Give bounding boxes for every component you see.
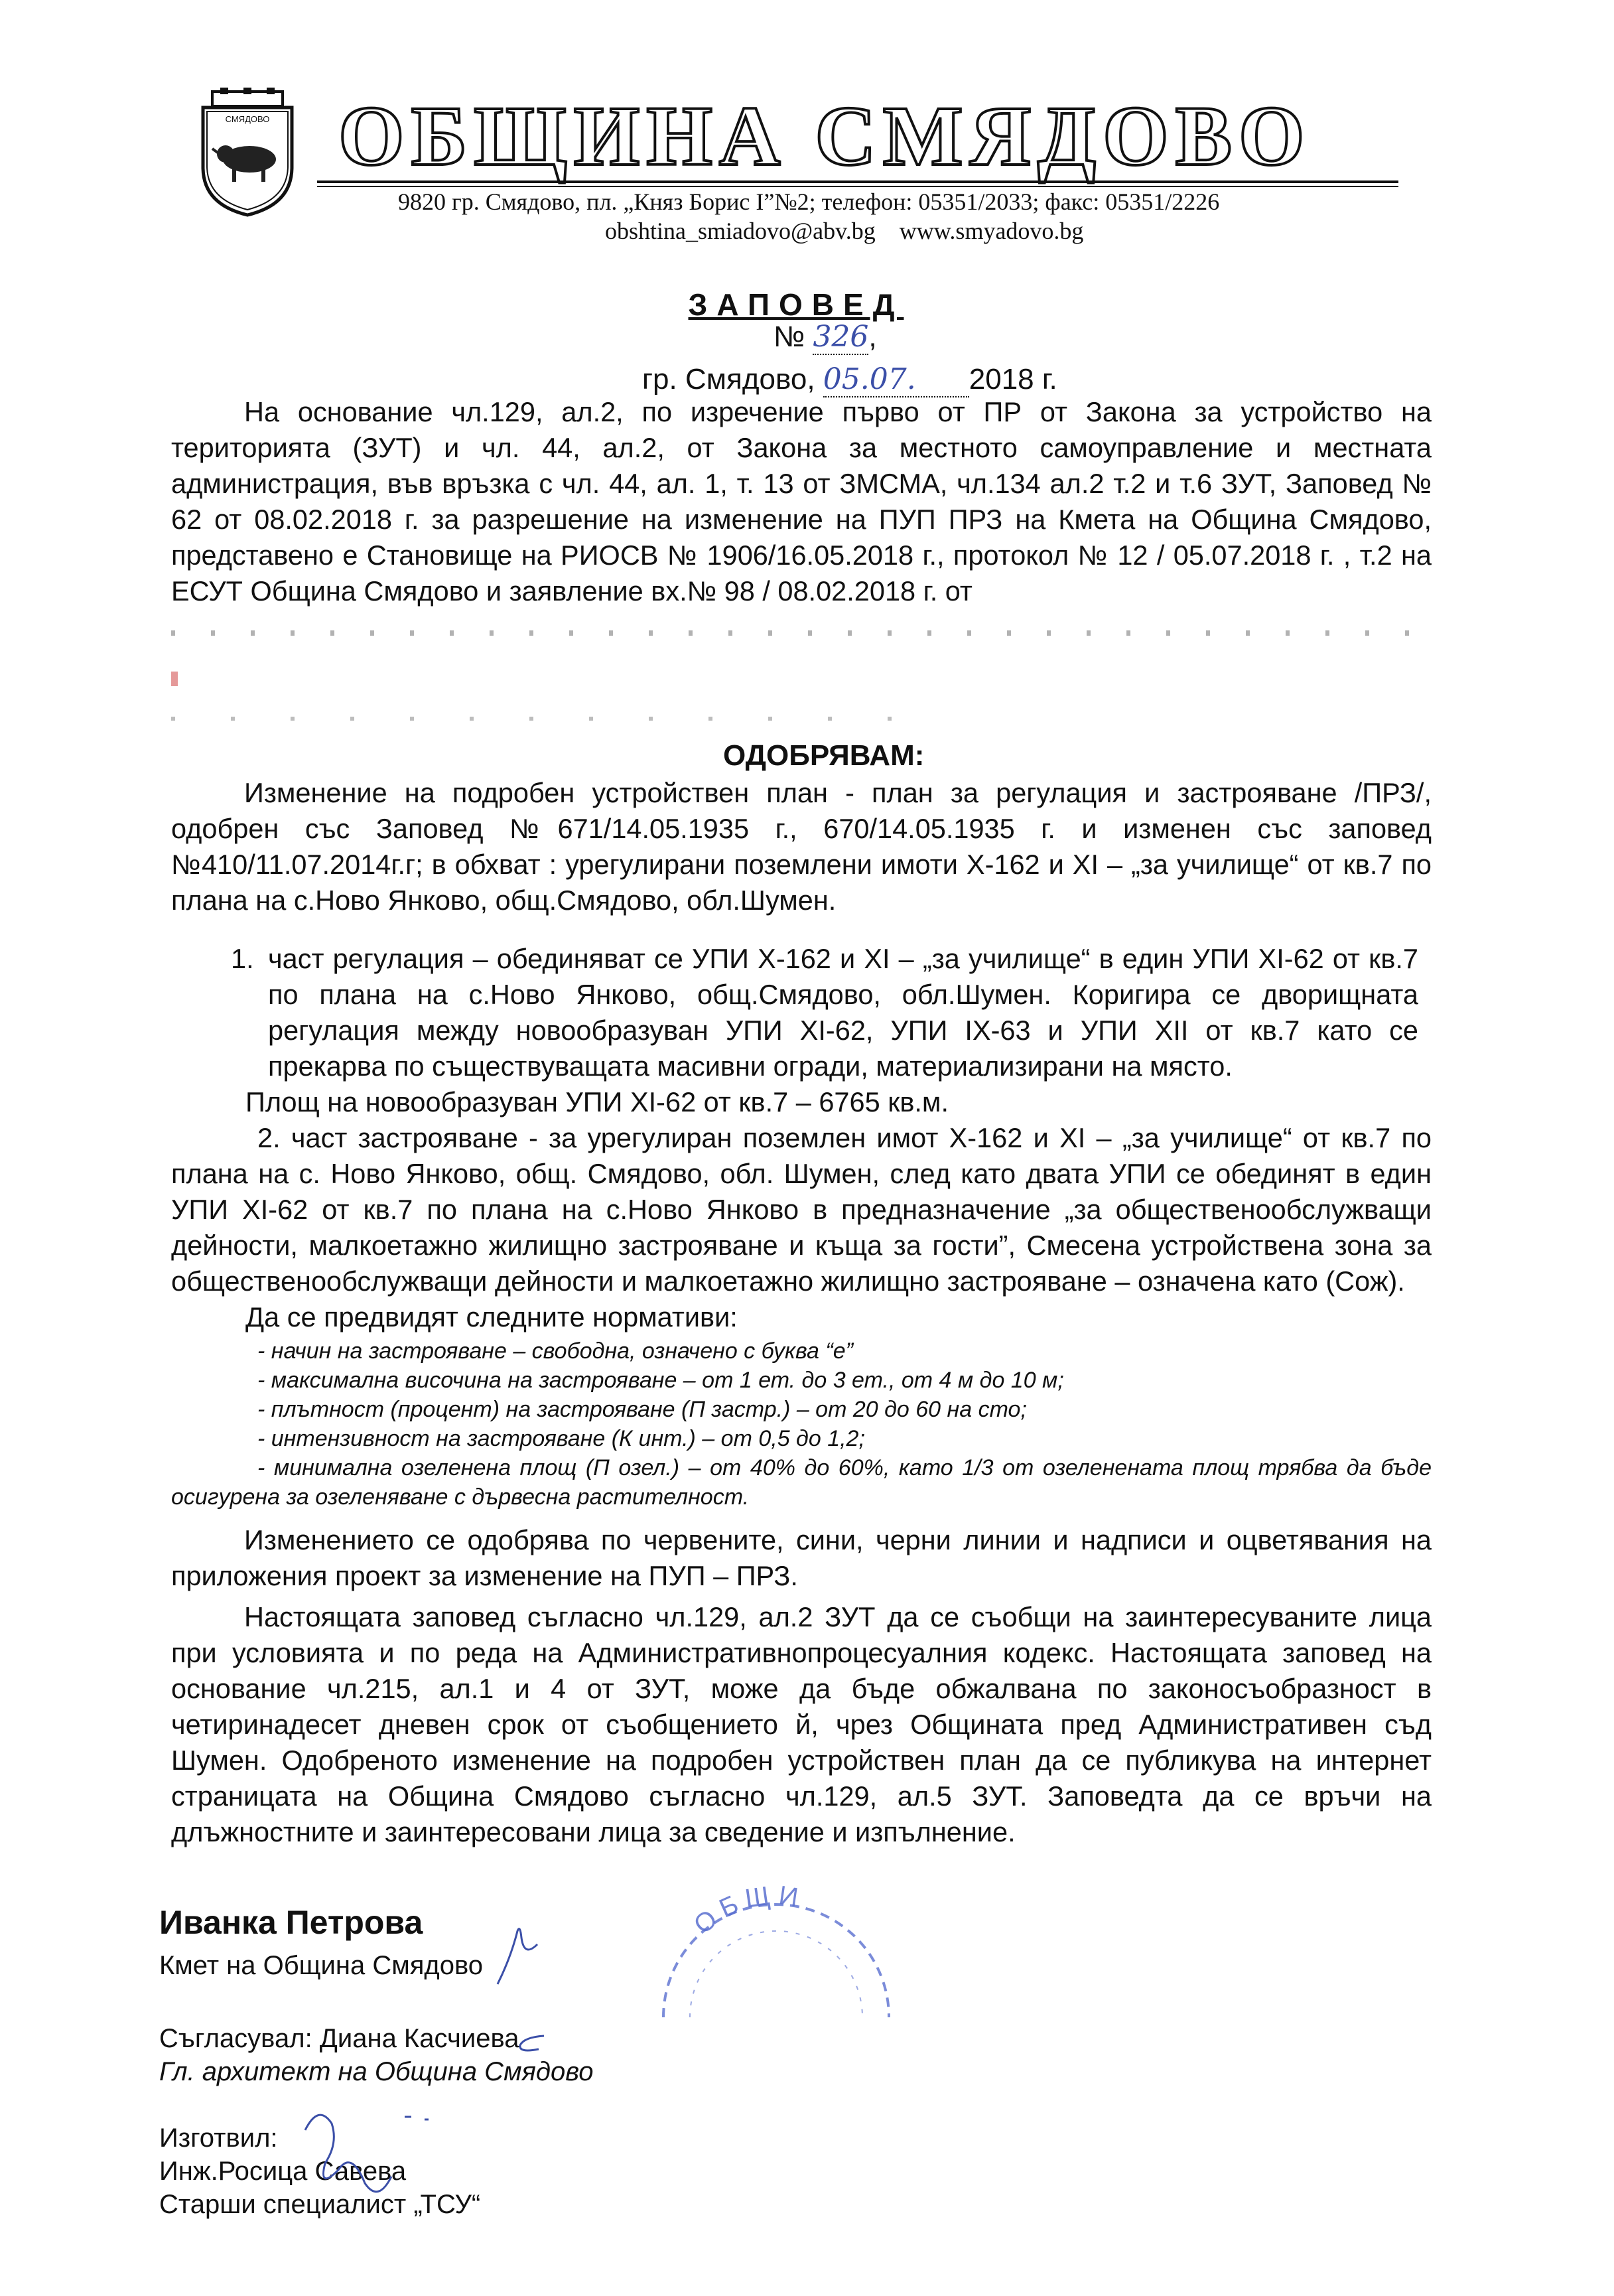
agreed-by-label: Съгласувал: Диана Касчиева xyxy=(159,2024,519,2053)
redacted-line xyxy=(171,717,914,721)
norm-item: - максимална височина на застрояване – от 1 ет. до 3 ет., от 4 м до 10 м; xyxy=(257,1368,1064,1393)
redacted-mark xyxy=(171,672,178,686)
list-item-text: част регулация – обединяват се УПИ Х-162 и ХI – „за училище“ в един УПИ ХI-62 от кв.7 по плана на с.Ново Янково, общ.Смядово, обл.Шумен. Коригира се дворищната регулация между новообразуван УПИ ХI-62, УПИ IХ-63 и УПИ ХII от кв.7 като се прекарва по съществуващата масивни огради, материализирани на място. xyxy=(268,943,1418,1082)
municipality-title: ОБЩИНА СМЯДОВО xyxy=(338,89,1311,183)
contact-email-web: obshtina_smiadovo@abv.bg www.smyadovo.bg xyxy=(605,218,1084,244)
list-item xyxy=(231,941,1418,1084)
basis-paragraph: На основание чл.129, ал.2, по изречение първо от ПР от Закона за устройство на територията (ЗУТ) и чл. 44, ал.2, от Закона за местното самоуправление и местната администрация, във връзка с чл. 44, ал. 1, т. 13 от ЗМСМА, чл.134 ал.2 т.2 и т.6 ЗУТ, Заповед № 62 от 08.02.2018 г. за разрешение на изменение на ПУП ПРЗ на Кмета на Община Смядово, представено е Становище на РИОСВ № 1906/16.05.2018 г., протокол № 12 / 05.07.2018 г. , т.2 на ЕСУТ Община Смядово и заявление вх.№ 98 / 08.02.2018 г. от xyxy=(171,396,1432,607)
agreed-signature-icon xyxy=(511,2031,551,2057)
prepared-signature-icon xyxy=(292,2090,451,2210)
norm-item: - минимална озеленена площ (П озел.) – от 40% до 60%, като 1/3 от озеленената площ трябва да бъде осигурена за озеленяване с дървесна растителност. xyxy=(171,1455,1432,1510)
mayor-name: Иванка Петрова xyxy=(159,1904,423,1941)
order-number-label: № xyxy=(773,321,813,353)
date-suffix: 2018 г. xyxy=(969,363,1057,395)
norm-item: - интензивност на застрояване (К инт.) – от 0,5 до 1,2; xyxy=(257,1426,865,1451)
norm-item: - плътност (процент) на застрояване (П застр.) – от 20 до 60 на сто; xyxy=(257,1397,1027,1422)
document-title: ЗАПОВЕД xyxy=(688,287,904,322)
crest-text: СМЯДОВО xyxy=(225,114,270,124)
svg-text:ОБЩИ xyxy=(689,1881,807,1940)
municipality-crest-icon xyxy=(198,88,297,218)
norms-intro: Да се предвидят следните нормативи: xyxy=(245,1301,738,1332)
order-number-handwritten: 326 xyxy=(813,320,869,354)
construction-paragraph: 2. част застрояване - за урегулиран поземлен имот Х-162 и ХI – „за училище“ от кв.7 по плана на с. Ново Янково, общ. Смядово, обл. Шумен, след като двата УПИ се обединят в един УПИ ХI-62 от кв.7 по плана на с.Ново Янково в предназначение „за общественообслужващи дейности, малкоетажно жилищно застрояване и къща за гости”, Смесена устройствена зона за общественообслужващи дейности и малкоетажно жилищно застрояване – означена като (Сож). xyxy=(171,1122,1432,1297)
prepared-by-name: Инж.Росица Савева xyxy=(159,2157,407,2186)
city-prefix: гр. Смядово, xyxy=(642,363,823,395)
stamp-text: ОБЩИ xyxy=(688,1880,807,1940)
mayor-title: Кмет на Община Смядово xyxy=(159,1951,484,1980)
order-date xyxy=(642,362,1057,397)
order-number xyxy=(773,320,877,354)
agreed-by-title: Гл. архитект на Община Смядово xyxy=(159,2057,594,2086)
change-paragraph: Изменение на подробен устройствен план - план за регулация и застрояване /ПРЗ/, одобрен със Заповед №671/14.05.1935 г., 670/14.05.1935 г. и изменен със заповед №410/11.07.2014г.г; в обхват : урегулирани поземлени имоти Х-162 и ХI – „за училище“ от кв.7 по плана на с.Ново Янково, общ.Смядово, обл.Шумен. xyxy=(171,777,1432,916)
contact-address: 9820 гр. Смядово, пл. „Княз Борис I”№2; телефон: 05351/2033; факс: 05351/2226 xyxy=(398,188,1220,215)
approved-lines-paragraph: Изменението се одобрява по червените, сини, черни линии и надписи и оцветявания на приложения проект за изменение на ПУП – ПРЗ. xyxy=(171,1524,1432,1591)
order-number-suffix: , xyxy=(868,321,877,353)
prepared-by-label: Изготвил: xyxy=(159,2123,278,2153)
date-handwritten: 05.07. xyxy=(823,362,969,397)
mayor-signature-icon xyxy=(491,1918,544,1991)
approve-heading: ОДОБРЯВАМ: xyxy=(723,739,925,772)
prepared-by-title: Старши специалист „ТСУ“ xyxy=(159,2190,481,2219)
official-stamp-icon xyxy=(637,1851,915,2024)
norm-item: - начин на застрояване – свободна, означено с буква “е” xyxy=(257,1338,853,1364)
area-paragraph: Площ на новообразуван УПИ ХI-62 от кв.7 – 6765 кв.м. xyxy=(245,1086,949,1117)
header-divider xyxy=(317,180,1398,183)
list-item-number: 1. xyxy=(231,943,254,974)
notice-paragraph: Настоящата заповед съгласно чл.129, ал.2 ЗУТ да се съобщи на заинтересуваните лица при условията и по реда на Административнопроцесуалния кодекс. Настоящата заповед на основание чл.215, ал.1 и 4 от ЗУТ, може да бъде обжалвана по законосъобразност в четиринадесет дневен срок от съобщението й, чрез Общината пред Административен съд Шумен. Одобреното изменение на подробен устройствен план да се публикува на интернет страницата на Община Смядово съгласно чл.129, ал.5 ЗУТ. Заповедта да се връчи на длъжностните и заинтересовани лица за сведение и изпълнение. xyxy=(171,1601,1432,1847)
redacted-line xyxy=(171,630,1418,636)
